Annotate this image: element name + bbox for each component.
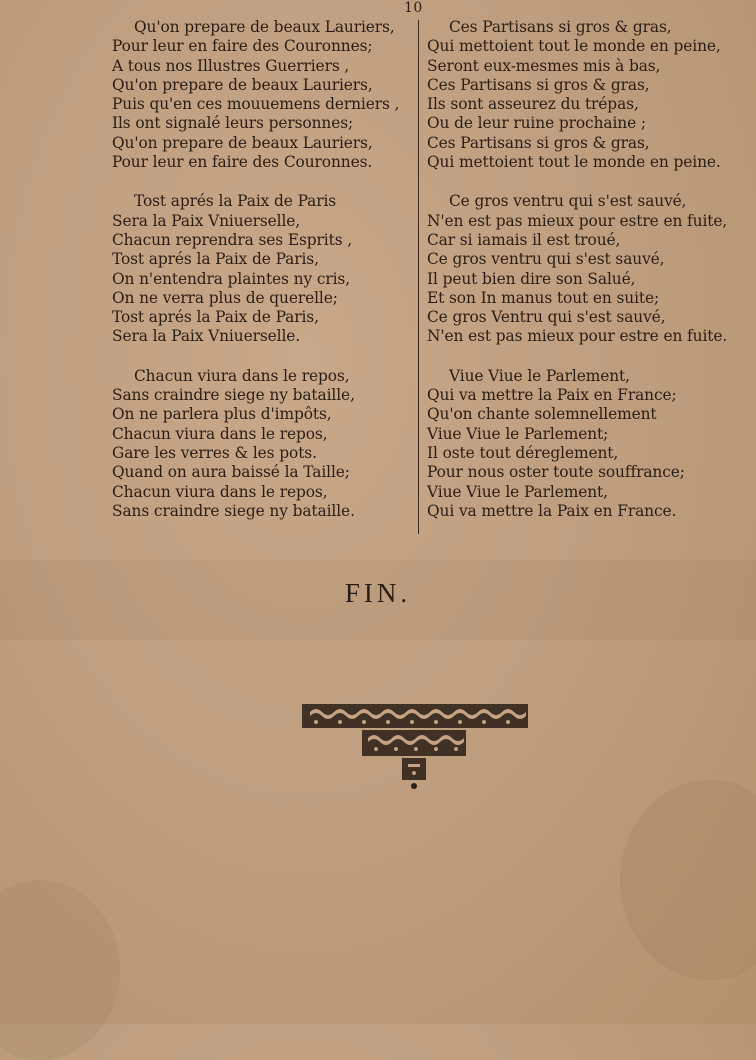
column-divider	[418, 20, 419, 534]
verse-line: Ils sont asseurez du trépas,	[427, 95, 639, 114]
verse-line: Sera la Paix Vniuerselle.	[112, 327, 301, 346]
verse-line: Pour nous oster toute souffrance;	[427, 463, 685, 482]
ornament-tailpiece-icon	[300, 700, 530, 810]
verse-line: Ce gros Ventru qui s'est sauvé,	[427, 308, 666, 327]
verse-line: Ces Partisans si gros & gras,	[427, 75, 650, 94]
verse-line: On ne verra plus de querelle;	[112, 288, 338, 307]
verse-line: Gare les verres & les pots.	[112, 443, 317, 462]
verse-line: Qui va mettre la Paix en France;	[427, 386, 677, 405]
verse-line: Qui mettoient tout le monde en peine.	[427, 153, 721, 172]
verse-line: Quand on aura baissé la Taille;	[112, 463, 350, 482]
verse-line: Ces Partisans si gros & gras,	[427, 133, 650, 152]
verse-line: Tost aprés la Paix de Paris,	[112, 308, 319, 327]
verse-line: Sera la Paix Vniuerselle,	[112, 211, 301, 230]
verse-line: Tost aprés la Paix de Paris,	[112, 250, 319, 269]
verse-line: Qui mettoient tout le monde en peine,	[427, 37, 721, 56]
verse-line: A tous nos Illustres Guerriers ,	[112, 56, 350, 75]
verse-line: Qu'on prepare de beaux Lauriers,	[134, 18, 395, 36]
verse-line: Il oste tout déreglement,	[427, 443, 619, 462]
paper-stain	[620, 780, 756, 980]
verse-line: Ces Partisans si gros & gras,	[449, 18, 672, 36]
verse-line: On n'entendra plaintes ny cris,	[112, 269, 351, 288]
verse-line: Sans craindre siege ny bataille,	[112, 386, 355, 405]
verse-line: Sans craindre siege ny bataille.	[112, 501, 355, 520]
verse-line: Chacun viura dans le repos,	[134, 366, 350, 385]
verse-line: Chacun viura dans le repos,	[112, 424, 328, 443]
verse-line: Viue Viue le Parlement,	[449, 366, 630, 385]
stanza	[427, 367, 727, 521]
verse-line: Viue Viue le Parlement,	[427, 482, 608, 501]
verse-line: Seront eux-mesmes mis à bas,	[427, 56, 661, 75]
verse-line: Et son In manus tout en suite;	[427, 288, 660, 307]
verse-line: Qu'on chante solemnellement	[427, 405, 657, 424]
left-verse-column	[112, 18, 404, 541]
verse-line: Car si iamais il est troué,	[427, 230, 621, 249]
verse-line: N'en est pas mieux pour estre en fuite,	[427, 211, 728, 230]
verse-line: Ils ont signalé leurs personnes;	[112, 114, 354, 133]
verse-line: Qu'on prepare de beaux Lauriers,	[112, 133, 373, 152]
verse-line: Ce gros ventru qui s'est sauvé,	[449, 192, 687, 211]
stanza	[427, 18, 727, 172]
verse-line: N'en est pas mieux pour estre en fuite.	[427, 327, 728, 346]
verse-line: Il peut bien dire son Salué,	[427, 269, 636, 288]
verse-line: Ce gros ventru qui s'est sauvé,	[427, 250, 665, 269]
page-number: 10	[404, 0, 423, 16]
verse-line: Qu'on prepare de beaux Lauriers,	[112, 75, 373, 94]
verse-line: Chacun viura dans le repos,	[112, 482, 328, 501]
stanza	[112, 367, 404, 521]
verse-line: Ou de leur ruine prochaine ;	[427, 114, 646, 133]
end-word: FIN.	[344, 578, 412, 608]
stanza	[112, 18, 404, 172]
stanza	[427, 192, 727, 346]
verse-line: Viue Viue le Parlement;	[427, 424, 609, 443]
verse-line: Qui va mettre la Paix en France.	[427, 501, 677, 520]
stanza	[112, 192, 404, 346]
verse-line: Puis qu'en ces mouuemens derniers ,	[112, 95, 400, 114]
paper-stain	[0, 880, 120, 1060]
verse-line: Pour leur en faire des Couronnes;	[112, 37, 373, 56]
verse-line: Chacun reprendra ses Esprits ,	[112, 230, 353, 249]
verse-line: Tost aprés la Paix de Paris	[134, 192, 337, 211]
verse-line: On ne parlera plus d'impôts,	[112, 405, 332, 424]
verse-line: Pour leur en faire des Couronnes.	[112, 153, 373, 172]
right-verse-column	[427, 18, 727, 541]
